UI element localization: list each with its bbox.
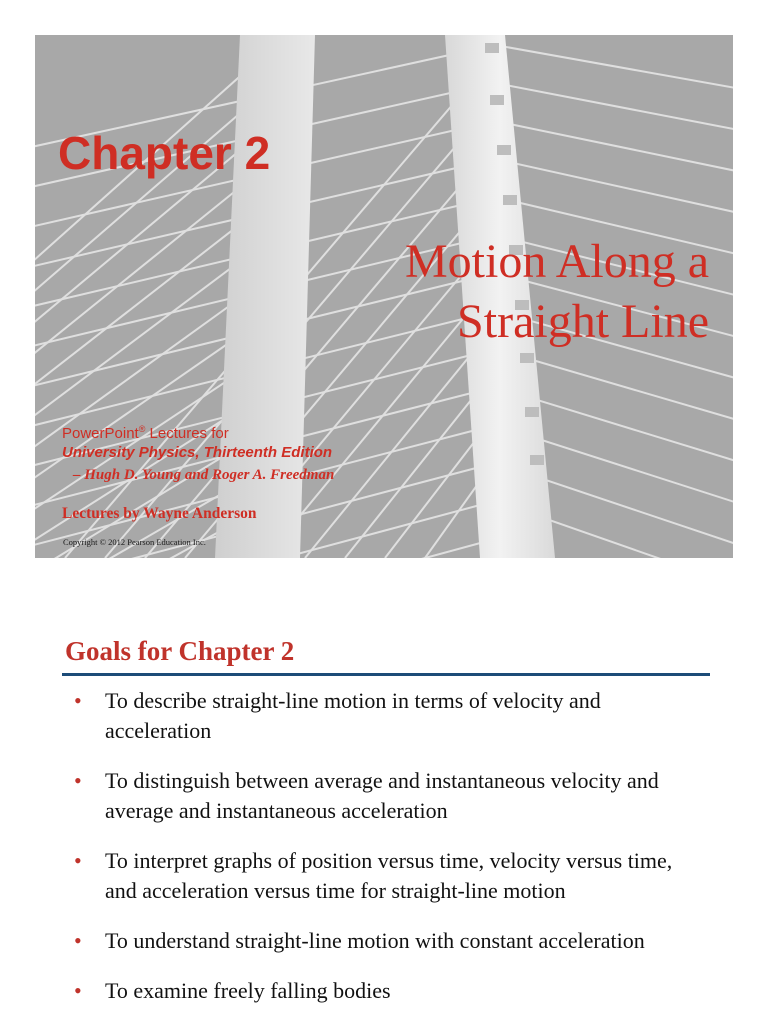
- goal-item: [0, 976, 768, 1006]
- powerpoint-suffix: Lectures for: [145, 425, 229, 442]
- copyright-notice: Copyright © 2012 Pearson Education Inc.: [63, 537, 206, 547]
- registered-mark: ®: [138, 424, 146, 434]
- chapter-subtitle: [405, 232, 709, 352]
- book-authors: – Hugh D. Young and Roger A. Freedman: [73, 467, 335, 483]
- goal-text: To examine freely falling bodies: [105, 978, 391, 1003]
- bullet-icon: •: [74, 978, 82, 1003]
- powerpoint-prefix: PowerPoint: [62, 425, 139, 442]
- subtitle-line-1: Motion Along a: [404, 235, 709, 288]
- title-slide: [35, 35, 733, 558]
- goal-text: To distinguish between average and instantaneous velocity and average and instantaneous acceleration: [105, 768, 659, 823]
- title-divider: [62, 673, 710, 676]
- goal-item: [0, 846, 768, 906]
- goals-list: [0, 686, 768, 1026]
- goal-text: To interpret graphs of position versus time, velocity versus time, and acceleration versus time for straight-line motion: [105, 848, 673, 903]
- lecturer-credit: Lectures by Wayne Anderson: [62, 505, 257, 522]
- powerpoint-credit: [62, 424, 229, 442]
- goal-text: To describe straight-line motion in terms of velocity and acceleration: [105, 688, 601, 743]
- goal-item: [0, 926, 768, 956]
- book-title: University Physics, Thirteenth Edition: [62, 444, 333, 461]
- bullet-icon: •: [74, 768, 82, 793]
- subtitle-line-2: Straight Line: [457, 295, 709, 348]
- bullet-icon: •: [74, 688, 82, 713]
- goals-title: Goals for Chapter 2: [65, 636, 295, 666]
- chapter-heading: Chapter 2: [58, 127, 271, 179]
- goal-item: [0, 686, 768, 746]
- goal-text: To understand straight-line motion with constant acceleration: [105, 928, 645, 953]
- goal-item: [0, 766, 768, 826]
- goals-slide: [0, 560, 768, 1024]
- bullet-icon: •: [74, 848, 82, 873]
- bullet-icon: •: [74, 928, 82, 953]
